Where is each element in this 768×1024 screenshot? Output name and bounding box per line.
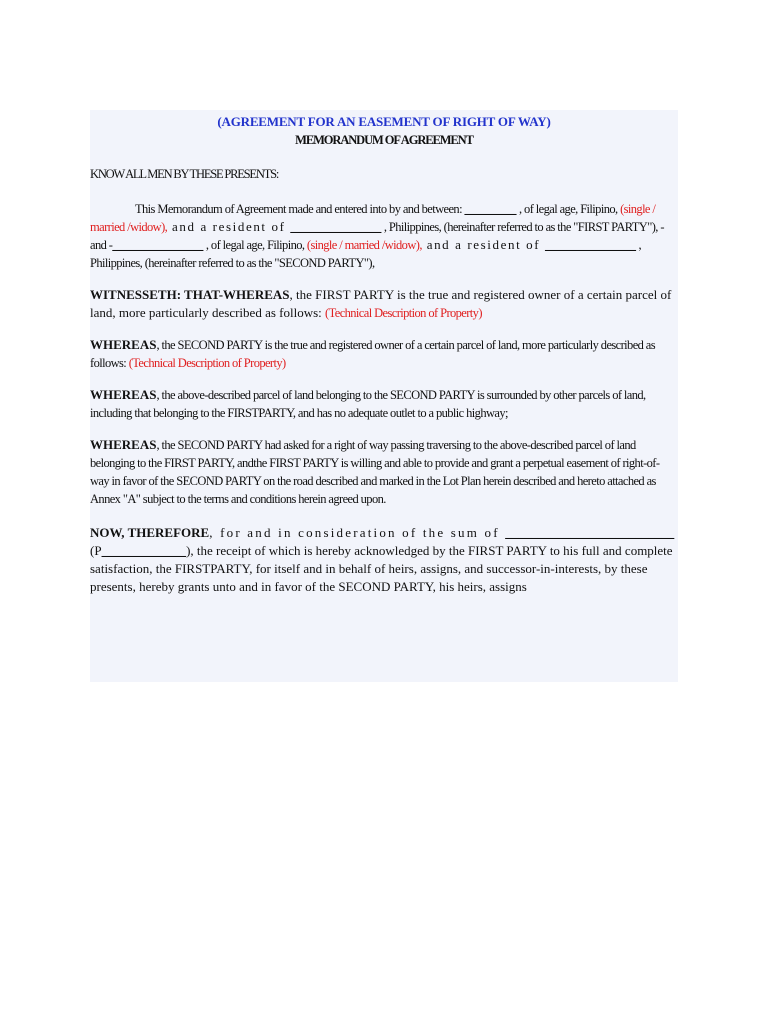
- paragraph-whereas-surrounded: [90, 386, 678, 422]
- p1-text-a: This Memorandum of Agreement made and entered into by and between:: [135, 202, 465, 216]
- p6-text-b: (P: [90, 543, 102, 558]
- p5-text: , the SECOND PARTY had asked for a right of way passing traversing to the above-described parcel of land belonging to the FIRST PARTY, andthe FIRST PARTY is willing and able to provide and grant a perpetual easement of right-of-way in favor of the SECOND PARTY on the road described and marked in the Lot Plan herein described and hereto attached as Annex "A" subject to the terms and conditions herein agreed upon.: [90, 438, 660, 506]
- blank-first-party-residence: ______________: [290, 219, 382, 234]
- p1-text-d: , Philippines, (hereinafter referred to as the "FIRST PARTY"), - and -: [90, 220, 664, 252]
- p2-text: , the FIRST PARTY is the true and registered owner of a certain parcel of land, more particularly described as follows:: [90, 287, 672, 320]
- p1-text-f: and a resident of: [421, 237, 546, 252]
- blank-amount-words: __________________________: [505, 525, 675, 540]
- blank-first-party-name: ________: [464, 201, 517, 216]
- p1-text-e: , of legal age, Filipino,: [203, 238, 307, 252]
- second-party-status: (single / married /widow),: [306, 238, 422, 252]
- paragraph-whereas-right-of-way: [90, 436, 678, 508]
- p1-text-g: , Philippines, (hereinafter referred to as the "SECOND PARTY"),: [90, 238, 642, 270]
- blank-second-party-residence: ______________: [545, 237, 637, 252]
- paragraph-parties: [90, 200, 678, 272]
- blank-amount-figures: _____________: [101, 543, 187, 558]
- p4-text: , the above-described parcel of land belonging to the SECOND PARTY is surrounded by other parcels of land, including that belonging to the FIRSTPARTY, and has no adequate outlet to a public highway;: [90, 388, 646, 420]
- paragraph-whereas-second-party: [90, 336, 678, 372]
- p4-lead: WHEREAS: [90, 387, 157, 402]
- paragraph-now-therefore: [90, 524, 678, 596]
- p2-technical-description: (Technical Description of Property): [325, 306, 482, 320]
- p6-text-a: , for and in consideration of the sum of: [209, 525, 506, 540]
- know-all-heading: KNOW ALL MEN BY THESE PRESENTS:: [90, 167, 279, 181]
- p3-lead: WHEREAS: [90, 337, 157, 352]
- p3-technical-description: (Technical Description of Property): [128, 356, 286, 370]
- p3-text: , the SECOND PARTY is the true and registered owner of a certain parcel of land, more particularly described as follows:: [90, 338, 656, 370]
- document-title: (AGREEMENT FOR AN EASEMENT OF RIGHT OF WAY): [217, 114, 551, 129]
- p5-lead: WHEREAS: [90, 437, 157, 452]
- paragraph-witnesseth: [90, 286, 678, 322]
- first-party-status: (single / married /widow),: [90, 202, 656, 234]
- p2-lead: WITNESSETH: THAT-WHEREAS: [90, 287, 290, 302]
- document-page: [90, 110, 678, 682]
- p6-text-c: ), the receipt of which is hereby acknowledged by the FIRST PARTY to his full and complete satisfaction, the FIRSTPARTY, for itself and in behalf of heirs, assigns, and successor-in-interests, by these presents, hereby grants unto and in favor of the SECOND PARTY, his heirs, assigns: [90, 543, 673, 594]
- p6-lead: NOW, THEREFORE: [90, 525, 210, 540]
- blank-second-party-name: ______________: [112, 237, 204, 252]
- p1-text-c: and a resident of: [167, 219, 291, 234]
- document-subtitle: MEMORANDUM OF AGREEMENT: [295, 133, 473, 147]
- p1-text-b: , of legal age, Filipino,: [516, 202, 621, 216]
